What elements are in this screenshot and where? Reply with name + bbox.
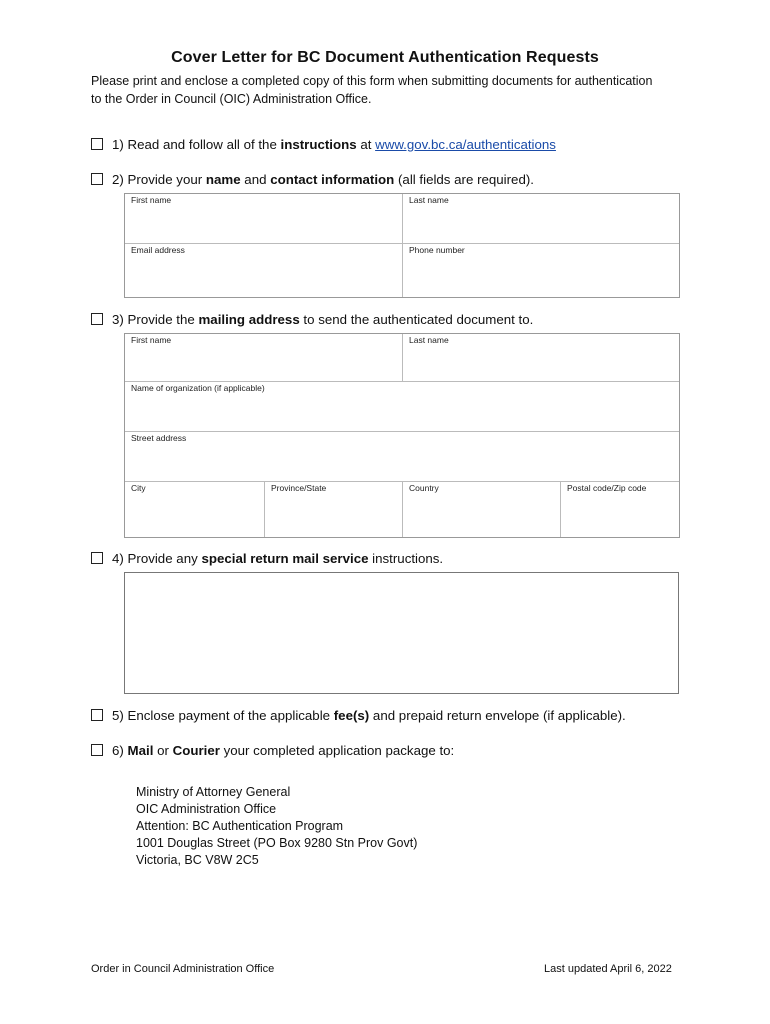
step-4 — [91, 551, 443, 566]
step-6-bold-courier: Courier — [172, 743, 220, 758]
contact-phone-cell — [403, 244, 679, 297]
contact-phone-input[interactable] — [405, 258, 677, 295]
address-line: OIC Administration Office — [136, 802, 277, 816]
mail-postal-cell — [561, 482, 679, 537]
mail-organization-cell — [125, 382, 679, 432]
intro-text — [91, 72, 691, 108]
step-2-suffix: (all fields are required). — [394, 172, 534, 187]
footer-updated-date: Last updated April 6, 2022 — [544, 963, 672, 975]
mail-province-input[interactable] — [267, 496, 400, 535]
special-instructions-input[interactable] — [125, 573, 678, 693]
step-2-checkbox[interactable] — [91, 173, 103, 185]
mail-first-name-input[interactable] — [127, 348, 400, 379]
step-1-mid: at — [356, 137, 376, 152]
step-2-mid: and — [240, 172, 271, 187]
contact-last-name-cell — [403, 194, 679, 244]
step-5-checkbox[interactable] — [91, 709, 103, 721]
mail-last-name-label: Last name — [409, 335, 449, 345]
document-title: Cover Letter for BC Document Authentication Requests — [171, 49, 599, 66]
mail-postal-label: Postal code/Zip code — [567, 483, 647, 493]
mail-country-label: Country — [409, 483, 439, 493]
step-1 — [91, 137, 556, 152]
contact-first-name-cell — [125, 194, 403, 244]
contact-first-name-input[interactable] — [127, 208, 400, 241]
step-1-checkbox[interactable] — [91, 138, 103, 150]
contact-email-cell — [125, 244, 403, 297]
mailing-address-block — [136, 784, 417, 869]
contact-email-label: Email address — [131, 245, 185, 255]
mail-street-input[interactable] — [127, 446, 677, 479]
step-3-text: 3) Provide the — [112, 312, 199, 327]
mail-organization-label: Name of organization (if applicable) — [131, 383, 265, 393]
mail-city-label: City — [131, 483, 146, 493]
mail-last-name-input[interactable] — [405, 348, 677, 379]
mail-street-label: Street address — [131, 433, 187, 443]
step-4-suffix: instructions. — [368, 551, 444, 566]
contact-phone-label: Phone number — [409, 245, 465, 255]
footer-office: Order in Council Administration Office — [91, 963, 275, 975]
mail-country-input[interactable] — [405, 496, 558, 535]
step-6-mid: or — [153, 743, 173, 758]
step-6-suffix: your completed application package to: — [219, 743, 455, 758]
step-4-text: 4) Provide any — [112, 551, 202, 566]
step-1-bold: instructions — [280, 137, 357, 152]
mail-first-name-cell — [125, 334, 403, 382]
special-instructions-box — [124, 572, 679, 694]
step-5-bold: fee(s) — [333, 708, 370, 723]
address-line: 1001 Douglas Street (PO Box 9280 Stn Prov Govt) — [136, 836, 418, 850]
step-5 — [91, 708, 626, 723]
contact-last-name-label: Last name — [409, 195, 449, 205]
step-2-bold-name: name — [205, 172, 241, 187]
mail-city-input[interactable] — [127, 496, 262, 535]
mailing-address-grid — [124, 333, 680, 538]
step-5-text: 5) Enclose payment of the applicable — [112, 708, 334, 723]
step-6 — [91, 743, 454, 758]
mail-province-label: Province/State — [271, 483, 327, 493]
contact-email-input[interactable] — [127, 258, 400, 295]
step-5-suffix: and prepaid return envelope (if applicable). — [369, 708, 626, 723]
step-3 — [91, 312, 533, 327]
mail-street-cell — [125, 432, 679, 482]
mail-postal-input[interactable] — [563, 496, 677, 535]
step-3-checkbox[interactable] — [91, 313, 103, 325]
step-1-text: 1) Read and follow all of the — [112, 137, 281, 152]
address-line: Ministry of Attorney General — [136, 785, 291, 799]
step-4-bold: special return mail service — [201, 551, 369, 566]
step-3-suffix: to send the authenticated document to. — [299, 312, 534, 327]
step-2 — [91, 172, 534, 187]
authentications-link[interactable]: www.gov.bc.ca/authentications — [375, 137, 556, 152]
contact-last-name-input[interactable] — [405, 208, 677, 241]
step-4-checkbox[interactable] — [91, 552, 103, 564]
mail-organization-input[interactable] — [127, 396, 677, 429]
address-line: Attention: BC Authentication Program — [136, 819, 344, 833]
step-6-text: 6) — [112, 743, 128, 758]
mail-last-name-cell — [403, 334, 679, 382]
address-line: Victoria, BC V8W 2C5 — [136, 853, 259, 867]
mail-country-cell — [403, 482, 561, 537]
mail-province-cell — [265, 482, 403, 537]
step-6-checkbox[interactable] — [91, 744, 103, 756]
step-6-bold-mail: Mail — [127, 743, 154, 758]
step-2-bold-contact: contact information — [270, 172, 395, 187]
step-2-text: 2) Provide your — [112, 172, 206, 187]
mail-city-cell — [125, 482, 265, 537]
step-3-bold: mailing address — [198, 312, 300, 327]
mail-first-name-label: First name — [131, 335, 172, 345]
intro-line-1: Please print and enclose a completed copy of this form when submitting documents for authentication — [91, 74, 653, 88]
contact-info-grid — [124, 193, 680, 298]
contact-first-name-label: First name — [131, 195, 172, 205]
intro-line-2: to the Order in Council (OIC) Administration Office. — [91, 92, 372, 106]
